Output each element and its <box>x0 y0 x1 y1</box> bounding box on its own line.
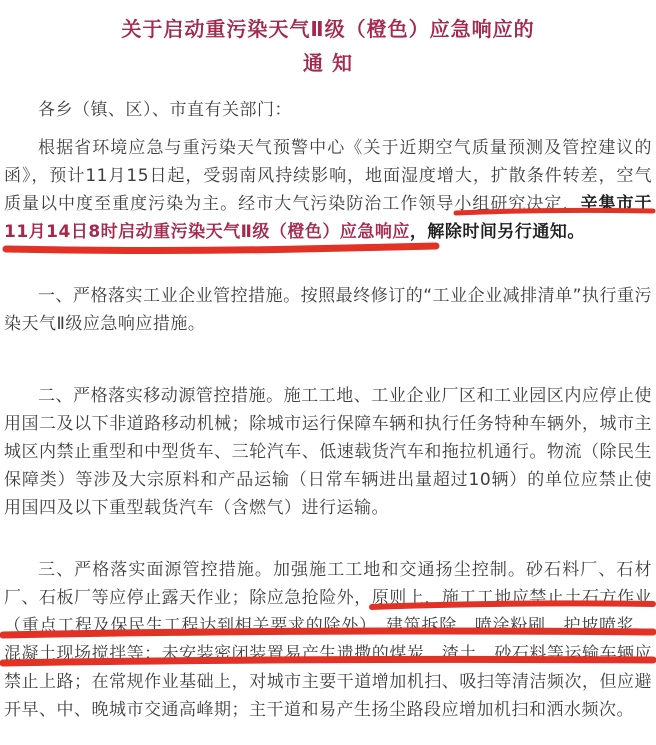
text-segment-normal: 一、严格落实工业企业管控措施。按照最终修订的“工业企业减排清单”执行重污染天气Ⅱ级应急响应措施。 <box>4 286 652 334</box>
text-segment-normal: 二、严格落实移动源管控措施。施工工地、工业企业厂区和工业园区内应停止使用国二及以下非道路移动机械；除城市运行保障车辆和执行任务特种车辆外，城市主城区内禁止重型和中型货车、三轮汽车、低速载货汽车和拖拉机通行。物流（除民生保障类）等涉及大宗原料和产品运输（日常车辆进出量超过10辆）的单位应禁止使用国四及以下重型载货汽车（含燃气）进行运输。 <box>4 386 652 518</box>
title-line-1: 关于启动重污染天气Ⅱ级（橙色）应急响应的 <box>121 17 535 41</box>
text-segment-normal: 根据省环境应急与重污染天气预警中心《关于近期空气质量预测及管控建议的函》，预计11月15日起，受弱南风持续影响，地面湿度增大，扩散条件转差，空气质量以中度至重度污染为主。经市大气污染防治工作领导小组研究决定， <box>4 138 652 214</box>
para-measure-industry <box>4 282 652 338</box>
para-measure-mobile-source <box>4 382 652 522</box>
document-title <box>4 12 652 80</box>
para-announcement <box>4 134 652 246</box>
document-body <box>4 134 652 724</box>
text-segment-bold: 辛集市于 <box>580 194 653 214</box>
title-line-2: 通 知 <box>303 51 353 75</box>
text-segment-crimson: 11月14日8时启动重污染天气Ⅱ级（橙色）应急响应 <box>4 222 410 242</box>
text-segment-bold: ，解除时间另行通知。 <box>409 222 585 242</box>
salutation: 各乡（镇、区）、市直有关部门： <box>38 100 292 120</box>
text-segment-normal: 三、严格落实面源管控措施。加强施工工地和交通扬尘控制。砂石料厂、石材厂、石板厂等应停止露天作业；除应急抢险外，原则上，施工工地应禁止土石方作业（重点工程及保民生工程达到相关要求的除外）、建筑拆除、喷涂粉刷、护坡喷浆、混凝土现场搅拌等；未安装密闭装置易产生遗撒的煤炭、渣土、砂石料等运输车辆应禁止上路；在常规作业基础上，对城市主要干道增加机扫、吸扫等清洁频次，但应避开早、中、晚城市交通高峰期；主干道和易产生扬尘路段应增加机扫和洒水频次。 <box>4 560 652 720</box>
para-measure-area-source <box>4 556 652 724</box>
